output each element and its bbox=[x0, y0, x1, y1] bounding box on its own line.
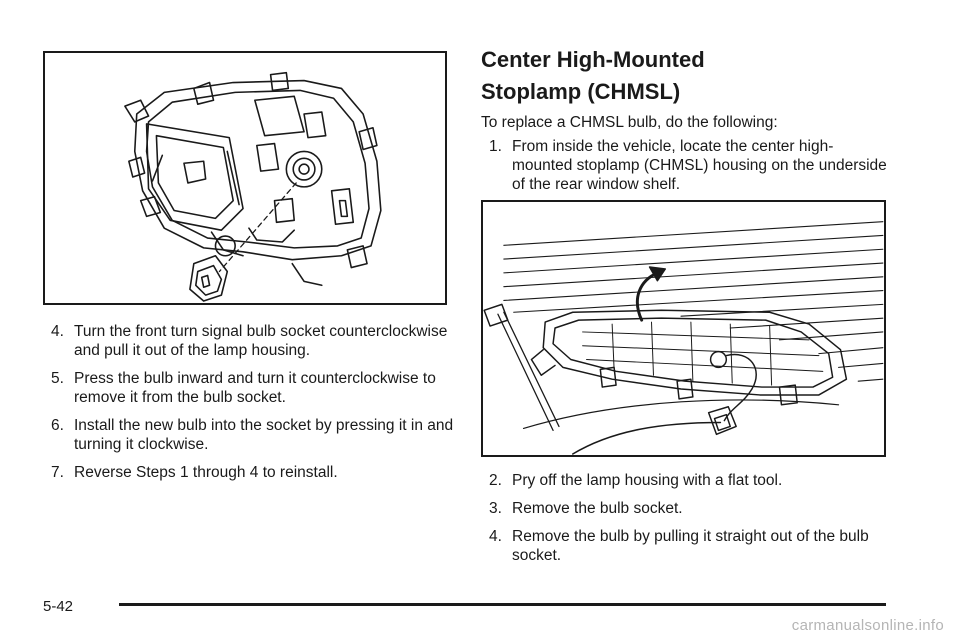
step-text: Press the bulb inward and turn it counterclockwise to remove it from the bulb socket. bbox=[74, 370, 436, 406]
list-item bbox=[489, 137, 889, 194]
step-number: 1. bbox=[489, 138, 502, 155]
step-text: Remove the bulb socket. bbox=[512, 500, 683, 517]
chmsl-steps-list-a bbox=[489, 137, 889, 194]
chmsl-housing-illustration bbox=[481, 200, 886, 457]
headlamp-assembly-illustration bbox=[43, 51, 447, 305]
step-text: Pry off the lamp housing with a flat tool. bbox=[512, 472, 783, 489]
step-number: 7. bbox=[51, 464, 64, 481]
step-text: Turn the front turn signal bulb socket counterclockwise and pull it out of the lamp housing. bbox=[74, 323, 448, 359]
step-text: Reverse Steps 1 through 4 to reinstall. bbox=[74, 464, 338, 481]
step-number: 5. bbox=[51, 370, 64, 387]
section-title-line-2: Stoplamp (CHMSL) bbox=[481, 79, 681, 104]
list-item bbox=[489, 527, 889, 565]
section-intro: To replace a CHMSL bulb, do the following: bbox=[481, 114, 778, 131]
step-text: Remove the bulb by pulling it straight out of the bulb socket. bbox=[512, 528, 869, 564]
step-number: 6. bbox=[51, 417, 64, 434]
watermark: carmanualsonline.info bbox=[791, 617, 944, 634]
page-number: 5-42 bbox=[43, 598, 74, 615]
step-number: 3. bbox=[489, 500, 502, 517]
list-item bbox=[489, 499, 889, 518]
step-number: 2. bbox=[489, 472, 502, 489]
section-title bbox=[481, 44, 901, 108]
list-item bbox=[489, 471, 889, 490]
step-text: From inside the vehicle, locate the center high-mounted stoplamp (CHMSL) housing on the underside of the rear window shelf. bbox=[512, 138, 887, 193]
list-item bbox=[51, 369, 461, 407]
list-item bbox=[51, 463, 461, 482]
headlamp-steps-list bbox=[51, 322, 461, 491]
step-number: 4. bbox=[489, 528, 502, 545]
chmsl-steps-list-b bbox=[489, 471, 889, 574]
list-item bbox=[51, 416, 461, 454]
footer-divider bbox=[119, 603, 886, 606]
step-number: 4. bbox=[51, 323, 64, 340]
list-item bbox=[51, 322, 461, 360]
section-title-line-1: Center High-Mounted bbox=[481, 47, 705, 72]
step-text: Install the new bulb into the socket by pressing it in and turning it clockwise. bbox=[74, 417, 454, 453]
